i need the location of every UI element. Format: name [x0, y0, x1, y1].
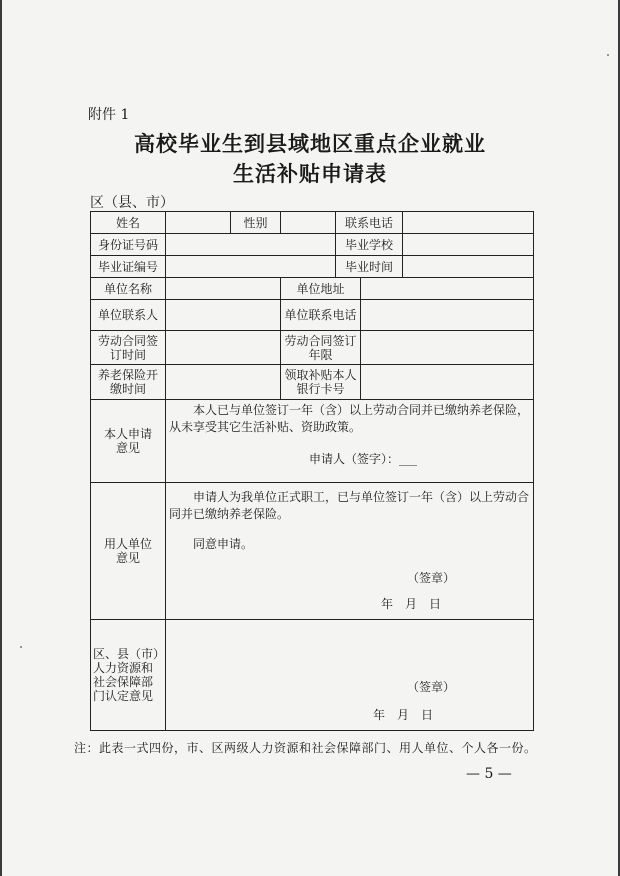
id-number-label: 身份证号码 [91, 234, 166, 256]
page-number: — 5 — [466, 766, 512, 782]
form-row [91, 331, 534, 365]
bank-card-label: 领取补贴本人银行卡号 [281, 365, 361, 400]
grad-time-label: 毕业时间 [336, 256, 403, 278]
hr-dept-opinion-label: 区、县（市）人力资源和社会保障部门认定意见 [91, 620, 166, 731]
hr-dept-opinion-row [91, 620, 534, 731]
school-field[interactable] [403, 234, 534, 256]
scan-speck [607, 54, 609, 56]
employer-address-label: 单位地址 [281, 278, 361, 300]
hr-dept-seal: （签章） [407, 680, 456, 694]
name-field[interactable] [166, 212, 231, 234]
employer-opinion-row [91, 483, 534, 620]
pension-time-label: 养老保险开缴时间 [91, 365, 166, 400]
gender-label: 性别 [231, 212, 281, 234]
phone-field[interactable] [403, 212, 534, 234]
contract-time-label: 劳动合同签订时间 [91, 331, 166, 365]
employer-contact-field[interactable] [166, 300, 281, 331]
cert-number-field[interactable] [166, 256, 336, 278]
form-row [91, 365, 534, 400]
name-label: 姓名 [91, 212, 166, 234]
employer-opinion-label: 用人单位意见 [91, 483, 166, 620]
footnote: 注：此表一式四份，市、区两级人力资源和社会保障部门、用人单位、个人各一份。 [74, 741, 537, 755]
employer-phone-label: 单位联系电话 [281, 300, 361, 331]
contract-term-label: 劳动合同签订年限 [281, 331, 361, 365]
employer-address-field[interactable] [361, 278, 534, 300]
phone-label: 联系电话 [336, 212, 403, 234]
grad-time-field[interactable] [403, 256, 534, 278]
hr-dept-date: 年 月 日 [373, 708, 434, 722]
applicant-opinion-cell[interactable] [166, 400, 534, 483]
employer-name-label: 单位名称 [91, 278, 166, 300]
form-row [91, 278, 534, 300]
form-row [91, 256, 534, 278]
employer-date: 年 月 日 [381, 597, 442, 611]
pension-time-field[interactable] [166, 365, 281, 400]
document-title-line1: 高校毕业生到县域地区重点企业就业 [134, 131, 486, 156]
employer-statement: 申请人为我单位正式职工，已与单位签订一年（含）以上劳动合同并已缴纳养老保险。 [169, 490, 530, 521]
school-label: 毕业学校 [336, 234, 403, 256]
applicant-statement: 本人已与单位签订一年（含）以上劳动合同并已缴纳养老保险，从未享受其它生活补贴、资助政策。 [169, 403, 530, 434]
employer-phone-field[interactable] [361, 300, 534, 331]
district-label: 区（县、市） [90, 195, 174, 211]
employer-opinion-cell[interactable] [166, 483, 534, 620]
document-title-line2: 生活补贴申请表 [233, 161, 387, 186]
hr-dept-opinion-cell[interactable] [166, 620, 534, 731]
form-row [91, 234, 534, 256]
scan-speck [20, 646, 22, 648]
form-row [91, 300, 534, 331]
attachment-label: 附件 1 [88, 107, 130, 123]
applicant-opinion-row [91, 400, 534, 483]
employer-seal: （签章） [407, 571, 456, 585]
id-number-field[interactable] [166, 234, 336, 256]
applicant-signature-line: 申请人（签字）：___ [309, 452, 418, 466]
contract-term-field[interactable] [361, 331, 534, 365]
contract-time-field[interactable] [166, 331, 281, 365]
bank-card-field[interactable] [361, 365, 534, 400]
applicant-opinion-label: 本人申请意见 [91, 400, 166, 483]
application-form-table [90, 211, 534, 731]
employer-name-field[interactable] [166, 278, 281, 300]
employer-agree-text: 同意申请。 [193, 537, 254, 551]
cert-number-label: 毕业证编号 [91, 256, 166, 278]
employer-contact-label: 单位联系人 [91, 300, 166, 331]
form-row [91, 212, 534, 234]
gender-field[interactable] [281, 212, 336, 234]
